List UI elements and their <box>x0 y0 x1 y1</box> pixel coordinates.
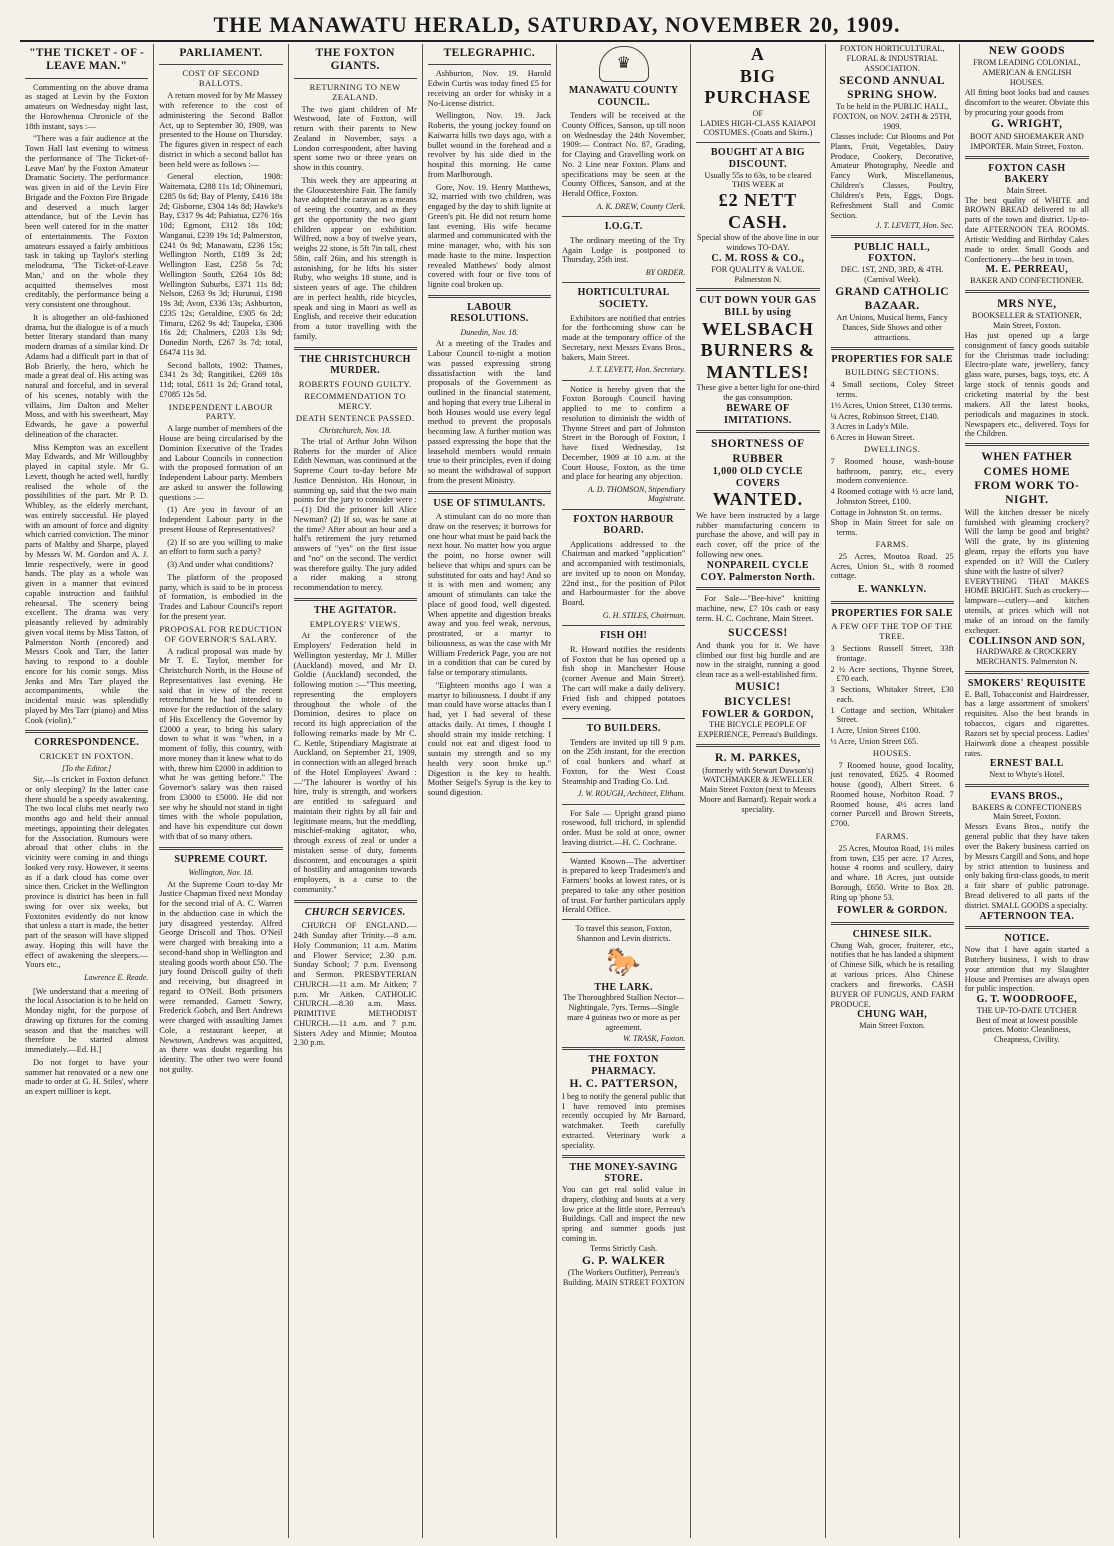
paragraph: For Sale — Upright grand piano rosewood, full trichord, in splendid order. Must be sold at once, owner leaving district.—H. C. Cochrane. <box>562 808 686 847</box>
ad-subhead: A FEW OFF THE TOP OF THE TREE. <box>831 621 953 642</box>
ad-heading: FOXTON CASH BAKERY <box>988 162 1066 186</box>
ad-text: We have been instructed by a large rubber manufacturing concern to purchase the above, and will pay in each cover, off the price of the following new ones. <box>696 510 820 560</box>
ad-text: BAKERS & CONFECTIONERS Main Street, Foxton. <box>972 802 1082 822</box>
signoff: J. T. LEVETT, Hon. Sec. <box>876 221 954 231</box>
notice-fish <box>562 630 685 713</box>
divider <box>696 288 819 291</box>
article-subhead: DEATH SENTENCE PASSED. <box>295 412 415 423</box>
paragraph: 25 Acres, Moutoa Road, 1½ miles from town, £35 per acre. 17 Acres, house 4 rooms and scullery, dairy and whare. 18 Acres, just outside Borough, £650. Write to Box 28. Ring up 'phone 53. <box>830 843 954 902</box>
paragraph: At a meeting of the Trades and Labour Council to-night a motion was passed expressing strong dissatisfaction with the land proposals of the Government as outlined in the financial statement, and hoping that every true Liberal in both Houses would use every legal method to prevent the proposals becoming law. A further motion was passed expressing the hope that the leasehold members would remain true to their principles, even if doing so meant the withdrawal of support from the present Ministry. <box>427 339 551 485</box>
divider <box>25 730 148 733</box>
paragraph: [We understand that a meeting of the local Association is to be held on Monday night, for the purpose of drawing up fixtures for the coming season and that the matches will therefore be started almost immediately.—Ed. H.] <box>25 986 149 1054</box>
ad-big-purchase <box>696 44 819 284</box>
ad-text: Chung Wah, grocer, fruiterer, etc., notifies that he has landed a shipment of Chinese Silk, which he is retailing at various prices. Also Chinese crackers and fireworks. CASH BUYER OF FUNGUS, AND FARM PRODUCE. <box>830 940 954 1009</box>
ad-properties-wanklyn <box>831 354 954 596</box>
ad-spring-show <box>831 44 954 231</box>
ad-heading: BICYCLES! <box>724 695 792 708</box>
ad-heading: WELSBACH BURNERS & MANTLES! <box>700 318 816 382</box>
divider <box>965 784 1089 787</box>
paragraph: Commenting on the above drama as staged at Levin by the Foxton amateurs on Wednesday night last, the Horowhenua Chronicle of the 18th instant, says :— <box>25 82 149 131</box>
divider <box>25 78 148 79</box>
ad-notice-butchery <box>965 933 1089 1045</box>
list-item: Shop in Main Street for sale on terms. <box>830 518 954 538</box>
ad-the-lark <box>562 924 685 1043</box>
ad-text: Has just opened up a large consignment of fancy goods suitable for the Christmas trade including: Electro-plate ware, jewellery, fancy glass ware, purses, bags, toys, etc. A large stock of tennis goods and cricketing material by the best makers. All the latest books, periodicals and magazines in stock. Newspapers etc., delivered. Toys for the Children. <box>964 330 1089 439</box>
column-6 <box>691 44 825 1538</box>
ad-name: ERNEST BALL <box>989 758 1064 770</box>
ad-heading: NEW GOODS <box>988 45 1065 57</box>
article-headline: CORRESPONDENCE. <box>34 737 140 749</box>
ad-evans-bros <box>965 791 1089 922</box>
ad-text: Usually 55s to 63s, to be cleared THIS WEEK at <box>704 170 812 190</box>
paragraph: Exhibitors are notified that entries for the forthcoming show can be made at the temporary office of the Secretary, next Messrs Evans Bros., bakers, Main Street. <box>562 313 686 362</box>
paragraph: (1) Are you in favour of an Independent Labour party in the present House of Representatives? <box>159 505 283 534</box>
paragraph: Applications addressed to the Chairman and marked "application" and accompanied with testimonials, are invited up to noon on Monday, 22nd inst., for the position of Pilot and Harbourmaster for the above Board. <box>562 539 686 608</box>
column-7 <box>826 44 960 1538</box>
article-telegraphic <box>428 47 551 290</box>
divider <box>965 926 1089 929</box>
ad-text: And thank you for it. We have climbed our first big hurdle and are now in the straight, running a good clean race as a well-established firm. <box>696 640 820 680</box>
list-item: 2 ½ Acre sections, Thynne Street, £70 each. <box>830 664 954 684</box>
ad-name: NONPAREIL CYCLE COY. Palmerston North. <box>700 559 816 583</box>
paragraph: Miss Kempton was an excellent May Edwards, and Mr Willoughby played in capital style. Mr G. Levett, though he acted well, hardly realised the whole of the possibilities of the part. Mr P. D. Whibley, as the elderly merchant, was entirely successful. He played with an amount of force and dignity which carried conviction. The minor parts of Maltby and Sharpe, played by Messrs W. M. Gordon and A. J. Imrie respectively, were in good hands. The play as a whole was given in a manner that evinced capable instruction and faithful rehearsal. The scenery being excellent. The drama was very pleasantly relieved by admirably given vocal items by Miss Tatton, of Palmerston North (encored) and Messrs Cook and Tarr, the latter having to respond to a double encore for his comic songs. Miss Jenks and Mrs Tarr played the accompaniments, while the incidental music was splendidly played by Mrs Tarr (piano) and Miss Cook (violin)." <box>25 442 149 725</box>
ad-text: E. Ball, Tobacconist and Hairdresser, has a large assortment of smokers' requisites. Also the best brands in tobaccos, cigars and cigarettes. Razors set by special process. Ladies' Hairwork done a cheapest possible rates. <box>964 689 1089 758</box>
paragraph: The trial of Arthur John Wilson Roberts for the murder of Alice Edith Newman, was continued at the Supreme Court to-day before Mr Justice Denniston. His Honour, in summing up, said that the two main points for the jury to consider were :—(1) Did the prisoner kill Alice Newman? (2) If so, was he sane at the time? After about an hour and a half's retirement the jury returned answers of "yes" on the first issue and "no" on the second. The verdict was therefore guilty. The jury added a rider making a strong recommendation to mercy. <box>293 436 417 593</box>
article-ticket-of-leave <box>25 47 148 725</box>
signoff: BY ORDER. <box>645 268 686 278</box>
divider <box>562 380 685 381</box>
article-foxton-giants <box>294 47 417 342</box>
paragraph: Wellington, Nov. 19. Jack Roberts, the young jockey found on Kaiwarra hills two days ago, with a bullet wound in the forehead and a revolver by his side died in the hospital this morning. He came from Marlborough. <box>427 111 551 179</box>
ad-text: (The Workers Outfitter), Perreau's Building. MAIN STREET FOXTON <box>562 1268 685 1288</box>
columns <box>20 44 1094 1538</box>
ad-heading: WANTED. <box>712 489 804 510</box>
divider <box>562 625 685 626</box>
article-subhead: RECOMMENDATION TO MERCY. <box>304 390 406 411</box>
divider <box>696 587 819 590</box>
divider <box>831 235 954 238</box>
article-headline: PARLIAMENT. <box>179 47 263 59</box>
paragraph: The ordinary meeting of the Try Again Lodge is postponed to Thursday, 25th inst. <box>562 235 686 265</box>
paragraph: 25 Acres, Moutoa Road. 25 Acres, Union St., with 8 roomed cottage. <box>830 551 954 581</box>
ad-text: DEC. 1ST, 2ND, 3RD, & 4TH. (Carnival Week). <box>840 264 944 284</box>
notice-builders <box>562 723 685 799</box>
article-subhead: CRICKET IN FOXTON. <box>39 751 134 761</box>
article-church-services <box>294 907 417 1048</box>
ad-text: CUT DOWN YOUR GAS BILL by using <box>699 295 817 318</box>
paragraph: A large number of members of the House are being circularised by the Dominion Executive of the Trades and Labour Councils in connection with the proposed formation of an Independent Labour party. Members are asked to answer the following questions :— <box>159 424 283 502</box>
notice-headline: FOXTON HARBOUR BOARD. <box>573 513 674 537</box>
notice-horticultural <box>562 287 685 374</box>
divider <box>294 900 417 903</box>
ad-text: FROM LEADING COLONIAL, AMERICAN & ENGLISH HOUSES. <box>973 58 1081 88</box>
ad-text: BAKER AND CONFECTIONER. <box>970 276 1084 286</box>
ad-heading: PURCHASE <box>704 87 812 108</box>
ad-chinese-silk <box>831 922 954 1031</box>
ad-name: FOWLER & GORDON, <box>702 708 814 720</box>
article-headline: THE FOXTON GIANTS. <box>315 47 395 73</box>
article-headline: CHURCH SERVICES. <box>304 906 406 918</box>
ad-text: HARDWARE & CROCKERY MERCHANTS. Palmerston N. <box>976 647 1078 667</box>
ad-mrs-nye <box>965 297 1089 439</box>
notice-headline: TO BUILDERS. <box>586 723 661 735</box>
notice-borough <box>562 385 685 504</box>
paragraph: At the conference of the Employers' Federation held in Wellington yesterday, Mr J. Miller (Auckland) moved, and Mr D. Goldie (Auckland) seconded, the following motion :—"This meeting, representing the employers throughout the whole of the Dominion, desires to place on record its high appreciation of the following remarks made by Mr C. C. Kettle, Stipendiary Magistrate at Auckland, on September 21, 1909, in connection with an alleged breach of the Hotel Employees' Award :—"The labourer is worthy of his hire, truly is strength, and workers are entitled to safeguard and maintain their rights by all fair and legitimate means, but the meddling, mischief-making agitator, who, through excess of zeal or under a mistaken sense of duty, foments discontent, and encourages a spirit of hostility and antagonism towards employers, is a curse to the community." <box>293 631 417 894</box>
notice-headline: I.O.G.T. <box>604 221 643 233</box>
list-item: 3 Acres in Lady's Mile. <box>830 422 909 432</box>
list-item: 1 Cottage and section, Whitaker Street. <box>830 705 954 725</box>
ad-text: 1,000 OLD CYCLE COVERS <box>712 465 803 489</box>
ad-heading: NOTICE. <box>1004 933 1050 945</box>
ad-heading: WHEN FATHER COMES HOME FROM WORK TO-NIGHT. <box>974 451 1080 507</box>
ad-name: CHUNG WAH, <box>857 1009 928 1021</box>
paragraph: This week they are appearing at the Gloucestershire Fair. The family have adopted the caravan as a means of seeing the country, and as they get the opportunity the two giant children appear on exhibition. Wilfred, now a boy of twelve years, weighs 22 stone, is 5ft 7in tall, chest 58in, calf 26in, and his strength is astonishing, for he lifts his sister Ruby, who weighs 18 stone, and is sixteen years of age. The children are in perfect health, ride bicycles, speak and sing in Maori as well as English, and receive their education from a tutor travelling with the family. <box>293 175 417 341</box>
signoff: A. K. DREW, County Clerk. <box>596 201 686 211</box>
property-list <box>831 380 954 443</box>
list-item: 3 Sections, Whitaker Street, £30 each. <box>830 685 954 704</box>
article-headline: "THE TICKET - OF - LEAVE MAN." <box>29 47 145 73</box>
signoff: Lawrence E. Reade. <box>84 973 149 983</box>
ad-text: THE BICYCLE PEOPLE OF EXPERIENCE, Perreau's Buildings. <box>698 720 818 740</box>
paragraph: "Eighteen months ago I was a martyr to biliousness. I doubt if any man could have worse attacks than I had, yet I had several of these attacks daily. At times, I thought I should strain my inside retching. I could not eat and digest food to sustain my strength and so my health very soon broke up." Digestion is the key to health. Mother Seigel's Syrup is the key to sound digestion. <box>427 680 551 798</box>
divider <box>562 282 685 283</box>
ad-name: C. M. ROSS & CO., <box>711 253 805 265</box>
notice-iogt <box>562 221 685 277</box>
article-subhead: INDEPENDENT LABOUR PARTY. <box>168 401 273 422</box>
property-list <box>831 644 954 747</box>
divider <box>562 509 685 510</box>
paragraph: Second ballots, 1902: Thames, £341 2s 3d; Rangitikei, £269 18s 11d; total, £611 1s 2d; Grand total, £7085 12s 5d. <box>159 360 283 399</box>
article-christchurch-murder <box>294 354 417 593</box>
ad-welsbach <box>696 295 819 426</box>
ad-catholic-bazaar <box>831 242 954 343</box>
ad-parkes <box>696 751 819 815</box>
list-item: 4 Small sections, Coley Street terms. <box>830 380 954 400</box>
signoff: J. T. LEVETT, Hon. Secretary. <box>588 365 686 375</box>
ad-heading: PROPERTIES FOR SALE <box>831 607 953 619</box>
ad-price: £2 NETT CASH. <box>718 190 798 232</box>
paragraph: (2) If so are you willing to make an effort to form such a party? <box>159 537 283 557</box>
ad-text: AFTERNOON TEA. <box>979 910 1075 922</box>
divider <box>965 671 1089 674</box>
paragraph: Do not forget to have your summer hat renovated or a new one made to order at G. H. Stiles', where an expert milliner is kept. <box>25 1057 149 1096</box>
ad-text: To be held in the PUBLIC HALL, FOXTON, on NOV. 24TH & 25TH, 1909. <box>832 102 952 131</box>
ad-properties-fowler <box>831 608 954 917</box>
masthead <box>20 10 1094 42</box>
column-1 <box>20 44 154 1538</box>
column-4 <box>423 44 557 1538</box>
divider <box>428 64 551 65</box>
ad-text: Main Street. <box>1006 185 1048 195</box>
paragraph: For Sale—"Bee-hive" knitting machine, new, £7 10s cash or easy term. H. C. Cochrane, Main Street. <box>696 594 820 623</box>
divider <box>428 491 551 494</box>
ad-text: All fitting boot looks bad and causes discomfort to the wearer. Obviate this by procuring your goods from <box>964 87 1089 117</box>
coat-of-arms-icon: ♛ <box>599 46 649 82</box>
article-headline: SUPREME COURT. <box>174 853 268 865</box>
ad-fowler-gordon <box>696 626 819 740</box>
paragraph: (3) And under what conditions? <box>167 560 274 570</box>
paragraph: Ashburton, Nov. 19. Harold Edwin Curtis was today fined £5 for receiving an order for whisky in a No-License district. <box>427 69 551 108</box>
list-item: Cottage in Johnston St. on terms. <box>830 507 942 517</box>
ad-text: EVERYTHING THAT MAKES HOME BRIGHT. Such as crockery—lampware—cutlery—and kitchen utensils, at prices which will not make of an inroad on the family exchequer. <box>964 576 1089 635</box>
divider <box>831 347 954 350</box>
notice-county-council <box>562 85 685 211</box>
ad-name: G. P. WALKER <box>581 1254 666 1267</box>
signoff: W. TRASK, Foxton. <box>623 1033 686 1043</box>
paragraph: Notice is hereby given that the Foxton Borough Council having applied to me to confirm a resolution to diminish the width of Thynne Street and part of Johnston Street in the Borough of Foxton, I have fixed Wednesday, 1st December, 1909 at 10 a.m. at the Court House, Foxton, as the time and place for hearing any objection. <box>562 384 686 482</box>
paragraph: R. Howard notifies the residents of Foxton that he has opened up a fish shop in Manchester House (corner Avenue and Main Street). The cart will make a daily delivery. Fried fish and chipped potatoes every evening. <box>562 644 686 713</box>
ad-money-saving-store <box>562 1162 685 1288</box>
notice-harbour-board <box>562 514 685 621</box>
article-headline: LABOUR RESOLUTIONS. <box>450 301 529 325</box>
list-item: 6 Acres in Howan Street. <box>830 433 915 443</box>
ad-subhead: FARMS. <box>875 830 909 841</box>
paragraph: Tenders will be received at the County Offices, Sanson, up till noon on Wednesday the 24th November, 1909:— Contract No. 87, Grading, for Claying and Gravelling work on No. 2 Line near Foxton. Plans and specifications may be seen at the County Offices, Sanson, and at the Herald Office, Foxton. <box>562 111 686 199</box>
divider <box>965 443 1089 446</box>
ad-pharmacy <box>562 1054 685 1151</box>
ad-heading: MRS NYE, <box>997 297 1057 310</box>
ad-text: The Thoroughbred Stallion Nector—Nightingale, 7yrs. Terms—Single mare 4 guineas two or more as per agreement. <box>562 993 685 1033</box>
article-headline: THE AGITATOR. <box>313 604 397 616</box>
ad-subhead: HOUSES. <box>872 747 912 758</box>
ad-text: I beg to notify the general public that I have removed into premises recently occupied by Mr Barnard, watchmaker. Teeth carefully extracted. Veterinary work a speciality. <box>562 1091 686 1150</box>
list-item: 1½ Acres, Union Street, £130 terms. <box>830 400 953 410</box>
divider <box>831 601 954 604</box>
paragraph: Tenders are invited up till 9 p.m. on the 25th instant, for the erection of coal bunkers and wharf at Foxton, for the West Coast Steamship and Trading Co. Ltd. <box>562 737 686 786</box>
ad-text: FOR QUALITY & VALUE. Palmerston N. <box>711 264 805 284</box>
ad-name: H. C. PATTERSON, <box>569 1078 678 1091</box>
ad-heading: SMOKERS' REQUISITE <box>967 677 1086 689</box>
article-subhead: COST OF SECOND BALLOTS. <box>182 68 260 89</box>
signoff: G. H. STILES, Chairman. <box>602 610 686 620</box>
ad-cash-bakery <box>965 163 1089 286</box>
signoff: J. W. ROUGH, Architect, Eltham. <box>577 789 686 799</box>
divider <box>428 295 551 298</box>
paragraph: General election, 1908: Waitemata, £288 11s 1d; Ohinemuri, £285 0s 6d; Bay of Plenty, £416 18s 2d; Gisborne, £304 14s 8d; Hawke's Bay, £317 9s 4d; Pahiatua, £276 16s 10d; Egmont, £312 18s 10d; Wanganui, £239 19s 1d; Palmerston, £241 0s 9d; Manawatu, £236 15s; Wellington North, £189 3s 2d; Wellington East, £258 5s 7d; Wellington South, £264 10s 8d; Wellington Suburbs, £371 11s 8d; Nelson, £263 9s 3d; Hurunui, £198 19s 3d; Avon, £336 13s; Ashburton, £235 12s; Geraldine, £305 6s 2d; Timaru, £262 9s 4d; Taupeka, £306 16s 2d; Chalmers, £203 13s 9d; Dunedin North, £267 3s 7d; total, £6474 11s 3d. <box>159 172 283 357</box>
ad-subhead: BUILDING SECTIONS. <box>845 367 940 378</box>
article-stimulants <box>428 498 551 798</box>
column-8 <box>960 44 1094 1538</box>
ad-heading: CHINESE SILK. <box>852 928 932 940</box>
dateline: Wellington, Nov. 18. <box>188 868 254 878</box>
paragraph: At the Supreme Court to-day Mr Justice Chapman fixed next Monday for the second trial of A. C. Warren in the abduction case in which the jury disagreed yesterday. Alfred George Driscoll and Thos. O'Neil were charged with breaking into a second-hand shop in Wellington and stealing goods worth about £50. The jury found Driscoll guilty of theft and receiving, but disagreed in regard to O'Neil. Both prisoners were remanded. Garnett Sowry, Frederick Gobch, and Bert Andrews were charged with assaulting James Cole, a restaurant keeper, at Newtown, Andrews was acquitted, as there was doubt regarding his identity. The other two were found not guilty. <box>159 879 283 1074</box>
ad-text: Best of meat at lowest possible prices. Motto: Cleanliness, Cheapness, Civility. <box>976 1015 1078 1045</box>
ad-name: M. E. PERREAU, <box>985 264 1069 276</box>
divider <box>562 804 685 805</box>
paragraph: A stimulant can do no more than draw on the reserves; it borrows for one hour what must be paid back the next hour. No matter how you argue the point, no horse owner will believe that whips and spurs can be substituted for oats and hay! And so it is with men and women; any amount of stimulants can take the place of good food, well digested. When appetite and digestion breaks away and you feel weak, nervous, prostrated, or a martyr to biliousness, as was the case with Mr William Frederick Page, you are not in a condition that can be cured by false or temporary stimulants. <box>427 512 551 678</box>
ad-text: OF <box>752 108 764 118</box>
notice-headline: MANAWATU COUNTY COUNCIL. <box>568 85 679 108</box>
divider <box>562 718 685 719</box>
paragraph: 7 Roomed house, good locality, just renovated, £625. 4 Roomed house (good), Albert Street. 6 Roomed house, Norbiton Road. 7 Roomed house, 4½ acres land corner Purcell and Brown Streets, £700. <box>830 760 954 829</box>
divider <box>696 430 819 433</box>
article-headline: TELEGRAPHIC. <box>443 47 536 59</box>
ad-heading: PROPERTIES FOR SALE <box>831 353 953 365</box>
column-3 <box>289 44 423 1538</box>
ad-new-goods <box>965 44 1089 152</box>
list-item: 7 Roomed house, wash-house bathroom, pantry, etc., every modern convenience. <box>830 456 954 486</box>
ad-heading: GRAND CATHOLIC BAZAAR. <box>835 285 950 312</box>
paragraph: A return moved for by Mr Massey with reference to the cost of administering the Second Ballot Act, up to September 30, 1909, was presented to the House on Thursday. The figures given in respect of each district in which a second ballot has been held were as follows :— <box>159 91 283 169</box>
ad-text: These give a better light for one-third the gas consumption. <box>696 383 820 403</box>
ad-name: G. WRIGHT, <box>991 118 1063 131</box>
ad-name: G. T. WOODROOFE, <box>976 994 1078 1006</box>
divider <box>562 1047 685 1050</box>
ad-rubber <box>696 437 819 583</box>
article-correspondence <box>25 737 148 1096</box>
paragraph: The platform of the proposed party, which is said to be in process of formation, is embodied in the Trades and Labour Council's report for the present year. <box>159 572 283 621</box>
paragraph: Sir,—Is cricket in Foxton defunct or only sleeping? In the latter case there should be a speedy awakening. The two local clubs met nearly two months ago and held their annual meetings, appointing their delegates for the Association. Rumours were abroad that other clubs in the vicinity were coming in and things looked very rosy. However, it seems as if a dark cloud has come over since then. Cricket in the Wellington province is district has been in full swing for over six weeks, but Foxtonites evidently do not know that unless a start is made, the better part of the season will have slipped away. Hoping this will have the effect of awakening the sleepers.—Yours etc., <box>25 775 149 970</box>
list-item: 4 Roomed cottage with ½ acre land, Johnston Street, £100. <box>830 487 954 506</box>
ad-text: BOOT AND SHOEMAKER AND IMPORTER. Main Street, Foxton. <box>969 131 1084 151</box>
ad-text: To travel this season, Foxton, Shannon and Levin districts. <box>575 924 672 944</box>
divider <box>831 922 954 925</box>
paragraph: The two giant children of Mr Westwood, late of Foxton, will return with their parents to New Zealand in November, says a London correspondent, after having spent some two or three years on show in this country. <box>293 104 417 173</box>
masthead-title: THE MANAWATU HERALD, SATURDAY, NOVEMBER 20, 1909. <box>213 12 901 37</box>
dateline: [To the Editor.] <box>61 763 112 773</box>
column-2 <box>154 44 288 1538</box>
ad-title: THE MONEY-SAVING STORE. <box>569 1161 678 1185</box>
ad-text: LADIES HIGH-CLASS KAIAPOI COSTUMES. (Coats and Skirts.) <box>700 118 816 138</box>
ad-heading: BIG <box>739 65 776 86</box>
ad-text: Terms Strictly Cash. <box>590 1244 658 1253</box>
paragraph: It is altogether an old-fashioned drama, but the dialogue is of a much better literary standard than many modern dramas of a similar kind. Dr Adams had a difficult part in that of Bob Brierly, the hero, which he made a great deal of. His acting was natural and forceful, and in several of his scenes, notably with the villains, Jim Dalton and Melter Moss, and with his sweetheart, May Edwards, he gave a powerful delineation of the character. <box>25 312 149 439</box>
ad-name: E. WANKLYN. <box>857 584 927 596</box>
ad-text: Messrs Evans Bros., notify the general public that they have taken over the Bakery business carried on by Messrs Cargill and Sons, and hope by strict attention to business and only baking first-class goods, to merit a fair share of public patronage. Bread delivered to all parts of the district. SMALL GOODS a specialty. <box>964 822 1089 910</box>
ad-text: Now that I have again started a Butchery business, I wish to draw your attention that my Slaughter House and Premises are always open for public inspection. <box>964 944 1089 994</box>
notice-headline: FISH OH! <box>600 630 648 642</box>
ad-text: THE UP-TO-DATE UTCHER <box>976 1005 1078 1015</box>
notice-headline: HORTICULTURAL SOCIETY. <box>577 287 670 310</box>
divider <box>562 1155 685 1158</box>
property-list <box>831 457 954 538</box>
ad-heading: MUSIC! <box>735 681 781 694</box>
ad-name: FOWLER & GORDON. <box>837 905 948 917</box>
paragraph: A radical proposal was made by Mr T. E. Taylor, member for Christchurch North, in the House of Representatives last evening. He said that in view of the recent retrenchment he had intended to move for the reduction of the salary of His Excellency the Governor by £2000 a year, to bring his salary down to what it was "when, in a moment of folly, this country, with more money than it knew what to do with, threw him £2000 in addition to what he was getting before." The Governor's salary was then raised from £3000 to £5000. He did not see why he should not stand in tight times with the whole population, and have his expenditure cut down with that of so many others. <box>159 646 283 841</box>
paragraph: CHURCH OF ENGLAND.—24th Sunday after Trinity.—8 a.m. Holy Communion; 11 a.m. Matins and Flower Service; 2.30 p.m. Sunday School; 7 p.m. Evensong and Sermon. PRESBYTERIAN CHURCH.—11 a.m. Mr Aitken; 7 p.m. Mr Aitken. CATHOLIC CHURCH.—8.30 a.m. Mass. PRIMITIVE METHODIST CHURCH.—11 a.m. and 7 p.m. Sisters Adey and Minnie; Moutoa 2.30 p.m. <box>293 921 417 1048</box>
divider <box>159 847 282 850</box>
article-subhead: ROBERTS FOUND GUILTY. <box>298 378 412 389</box>
list-item: 1 Acre, Union Street £100. <box>830 726 921 736</box>
divider <box>965 290 1089 293</box>
ad-text: Art Unions, Musical Items, Fancy Dances, Side Shows and other attractions. <box>836 313 948 342</box>
ad-text: Next to Whyte's Hotel. <box>989 770 1065 780</box>
divider <box>562 919 685 920</box>
ad-heading: SUCCESS! <box>728 627 788 640</box>
paragraph: "There was a fair audience at the Town Hall last evening to witness the performance of 'The Ticket-of-Leave Man' by the Foxton Amateur Dramatic Society. The performance was given in aid of the Levin Fire Brigade and the Foxton Fire Brigade and deserved a much larger attendance, but of the Levin has been well catered for in the matter of entertainments. The Foxton amateurs essayed a fairly ambitious task in taking up Taylor's sterling melodrama, 'The Ticket-of-Leave Man,' and on the whole they acquitted themselves most creditably, the performance being a very consistent one throughout. <box>25 134 149 310</box>
dateline: Dunedin, Nov. 18. <box>460 328 519 338</box>
ad-text: The best quality of WHITE and BROWN BREAD delivered to all parts of the town and district. Up-to-date AFTERNOON TEA ROOMS. Artistic Wedding and Birthday Cakes made to order. Small Goods and Confectionery—the best in town. <box>964 195 1089 264</box>
ad-text: FOXTON HORTICULTURAL, FLORAL & INDUSTRIAL ASSOCIATION. <box>839 44 945 73</box>
ad-text: BOOKSELLER & STATIONER, Main Street, Foxton. <box>972 311 1082 331</box>
ad-text: PUBLIC HALL, FOXTON. <box>854 241 931 265</box>
divider <box>562 852 685 853</box>
ad-text: Special show of the above line in our windows TO-DAY. <box>697 233 819 253</box>
ad-text: BEWARE OF IMITATIONS. <box>724 403 792 426</box>
article-headline: USE OF STIMULANTS. <box>433 497 546 509</box>
ad-text: Main Street Foxton. <box>859 1021 925 1031</box>
divider <box>696 142 819 143</box>
ad-heading: SHORTNESS OF RUBBER <box>711 438 805 465</box>
dateline: Christchurch, Nov. 18. <box>319 425 392 435</box>
signoff: A. D. THOMSON, Stipendiary Magistrate. <box>587 485 686 504</box>
divider <box>294 78 417 79</box>
ad-text: (formerly with Stewart Dawson's) WATCHMAKER & JEWELLER Main Street Foxton (next to Messrs Moore and Barnard). Repair work a speciality. <box>699 765 817 814</box>
divider <box>294 598 417 601</box>
article-subhead: PROPOSAL FOR REDUCTION OF GOVERNOR'S SALARY. <box>159 623 283 644</box>
divider <box>159 64 282 65</box>
column-5 <box>557 44 691 1538</box>
ad-smokers <box>965 678 1089 780</box>
article-agitator <box>294 605 417 895</box>
ad-heading: EVANS BROS., <box>990 790 1063 802</box>
article-headline: THE CHRISTCHURCH MURDER. <box>299 353 411 377</box>
ad-heading: A <box>750 44 765 64</box>
ad-text: Classes include: Cut Blooms and Pot Plants, Fruit, Vegetables, Dairy Produce, Cookery, Decorative, Amateur Photography, Needle and Fancy Work, Miscellaneous, Children's Classes, Poultry, Children's Pets, Eggs, Dogs. Refreshment Stall and Comic Section. <box>830 131 954 220</box>
ad-heading: SECOND ANNUAL SPRING SHOW. <box>839 74 946 101</box>
ad-title: THE FOXTON PHARMACY. <box>588 1054 659 1077</box>
ad-text: Will the kitchen dresser be nicely furnished with gleaming crockery? Will the lamp be good and bright? Will the grate, by its glistening gleam, repay the efforts you have expended on it? Will the Cutlery shine with the lustre of silver? <box>964 507 1089 576</box>
ad-text: BOUGHT AT A BIG DISCOUNT. <box>710 147 805 170</box>
ad-subhead: DWELLINGS. <box>863 443 921 454</box>
divider <box>294 347 417 350</box>
article-subhead: RETURNING TO NEW ZEALAND. <box>309 81 401 102</box>
ad-name: COLLINSON AND SON, <box>968 635 1086 647</box>
article-parliament <box>159 47 282 842</box>
article-labour-resolutions <box>428 302 551 486</box>
ad-name: R. M. PARKES, <box>714 752 801 765</box>
ad-name: THE LARK. <box>594 981 653 993</box>
paragraph: Wanted Known—The advertiser is prepared to keep Tradesmen's and Farmers' books at lowest rates, or is prepared to take any other position of trust. For further particulars apply Herald Office. <box>562 856 686 915</box>
article-supreme-court <box>159 854 282 1075</box>
list-item: ½ Acre, Union Street £65. <box>830 736 919 746</box>
ad-text: You can get real solid value in drapery, clothing and boots at a very low price at the little store, Perreau's Buildings. Call and inspect the new spring and summer goods just coming in. <box>562 1184 686 1244</box>
divider <box>696 744 819 747</box>
divider <box>562 216 685 217</box>
list-item: 3 Sections Russell Street, 33ft frontage. <box>830 644 954 663</box>
ad-when-father <box>965 450 1089 667</box>
horse-icon: 🐎 <box>606 946 642 978</box>
list-item: ¼ Acres, Robinson Street, £140. <box>830 411 939 421</box>
divider <box>965 156 1089 159</box>
ad-subhead: FARMS. <box>875 538 909 549</box>
paragraph: Gore, Nov. 19. Henry Matthews, 32, married with two children, was engaged by the day to shift lignite at Green's pit. He did not return home last evening. His wife became alarmed and communicated with the mine manager, who, with his son made haste to the mine. Inspection revealed Matthews' body almost covered with four or five tons of lignite coal broken up. <box>427 182 551 290</box>
article-subhead: EMPLOYERS' VIEWS. <box>309 618 401 629</box>
